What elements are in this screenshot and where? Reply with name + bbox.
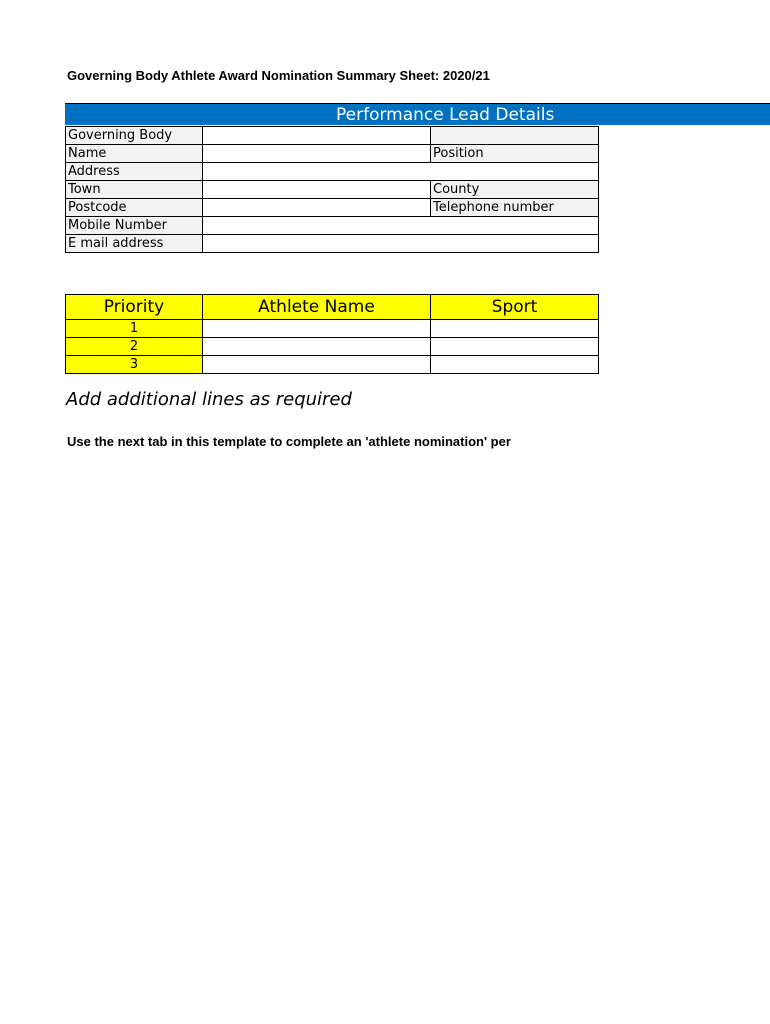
athlete-name-field[interactable] (203, 338, 431, 356)
county-label: County (431, 181, 599, 199)
governing-body-extra-cell[interactable] (431, 127, 599, 145)
sport-header: Sport (431, 295, 599, 320)
priority-table (65, 294, 599, 374)
address-label: Address (66, 163, 203, 181)
performance-lead-header-text: Performance Lead Details (336, 105, 555, 125)
governing-body-label: Governing Body (66, 127, 203, 145)
postcode-label: Postcode (66, 199, 203, 217)
priority-header: Priority (66, 295, 203, 320)
table-row (66, 338, 599, 356)
town-label: Town (66, 181, 203, 199)
sport-field[interactable] (431, 320, 599, 338)
email-field[interactable] (203, 235, 599, 253)
priority-number: 2 (66, 338, 203, 356)
address-field[interactable] (203, 163, 599, 181)
priority-header-row (66, 295, 599, 320)
athlete-name-field[interactable] (203, 356, 431, 374)
sport-field[interactable] (431, 356, 599, 374)
row-town (66, 181, 599, 199)
mobile-field[interactable] (203, 217, 599, 235)
row-email (66, 235, 599, 253)
mobile-label: Mobile Number (66, 217, 203, 235)
town-field[interactable] (203, 181, 431, 199)
priority-number: 3 (66, 356, 203, 374)
performance-lead-header (65, 103, 770, 125)
email-label: E mail address (66, 235, 203, 253)
additional-lines-note: Add additional lines as required (66, 389, 352, 410)
table-row (66, 320, 599, 338)
row-name (66, 145, 599, 163)
table-row (66, 356, 599, 374)
next-tab-instruction: Use the next tab in this template to complete an 'athlete nomination' per (67, 434, 511, 449)
priority-number: 1 (66, 320, 203, 338)
row-governing-body (66, 127, 599, 145)
name-label: Name (66, 145, 203, 163)
page-title: Governing Body Athlete Award Nomination Summary Sheet: 2020/21 (67, 68, 490, 83)
name-field[interactable] (203, 145, 431, 163)
governing-body-field[interactable] (203, 127, 431, 145)
athlete-name-field[interactable] (203, 320, 431, 338)
row-address (66, 163, 599, 181)
telephone-label: Telephone number (431, 199, 599, 217)
performance-lead-table (65, 126, 599, 253)
row-postcode (66, 199, 599, 217)
row-mobile (66, 217, 599, 235)
position-label: Position (431, 145, 599, 163)
sport-field[interactable] (431, 338, 599, 356)
postcode-field[interactable] (203, 199, 431, 217)
athlete-name-header: Athlete Name (203, 295, 431, 320)
